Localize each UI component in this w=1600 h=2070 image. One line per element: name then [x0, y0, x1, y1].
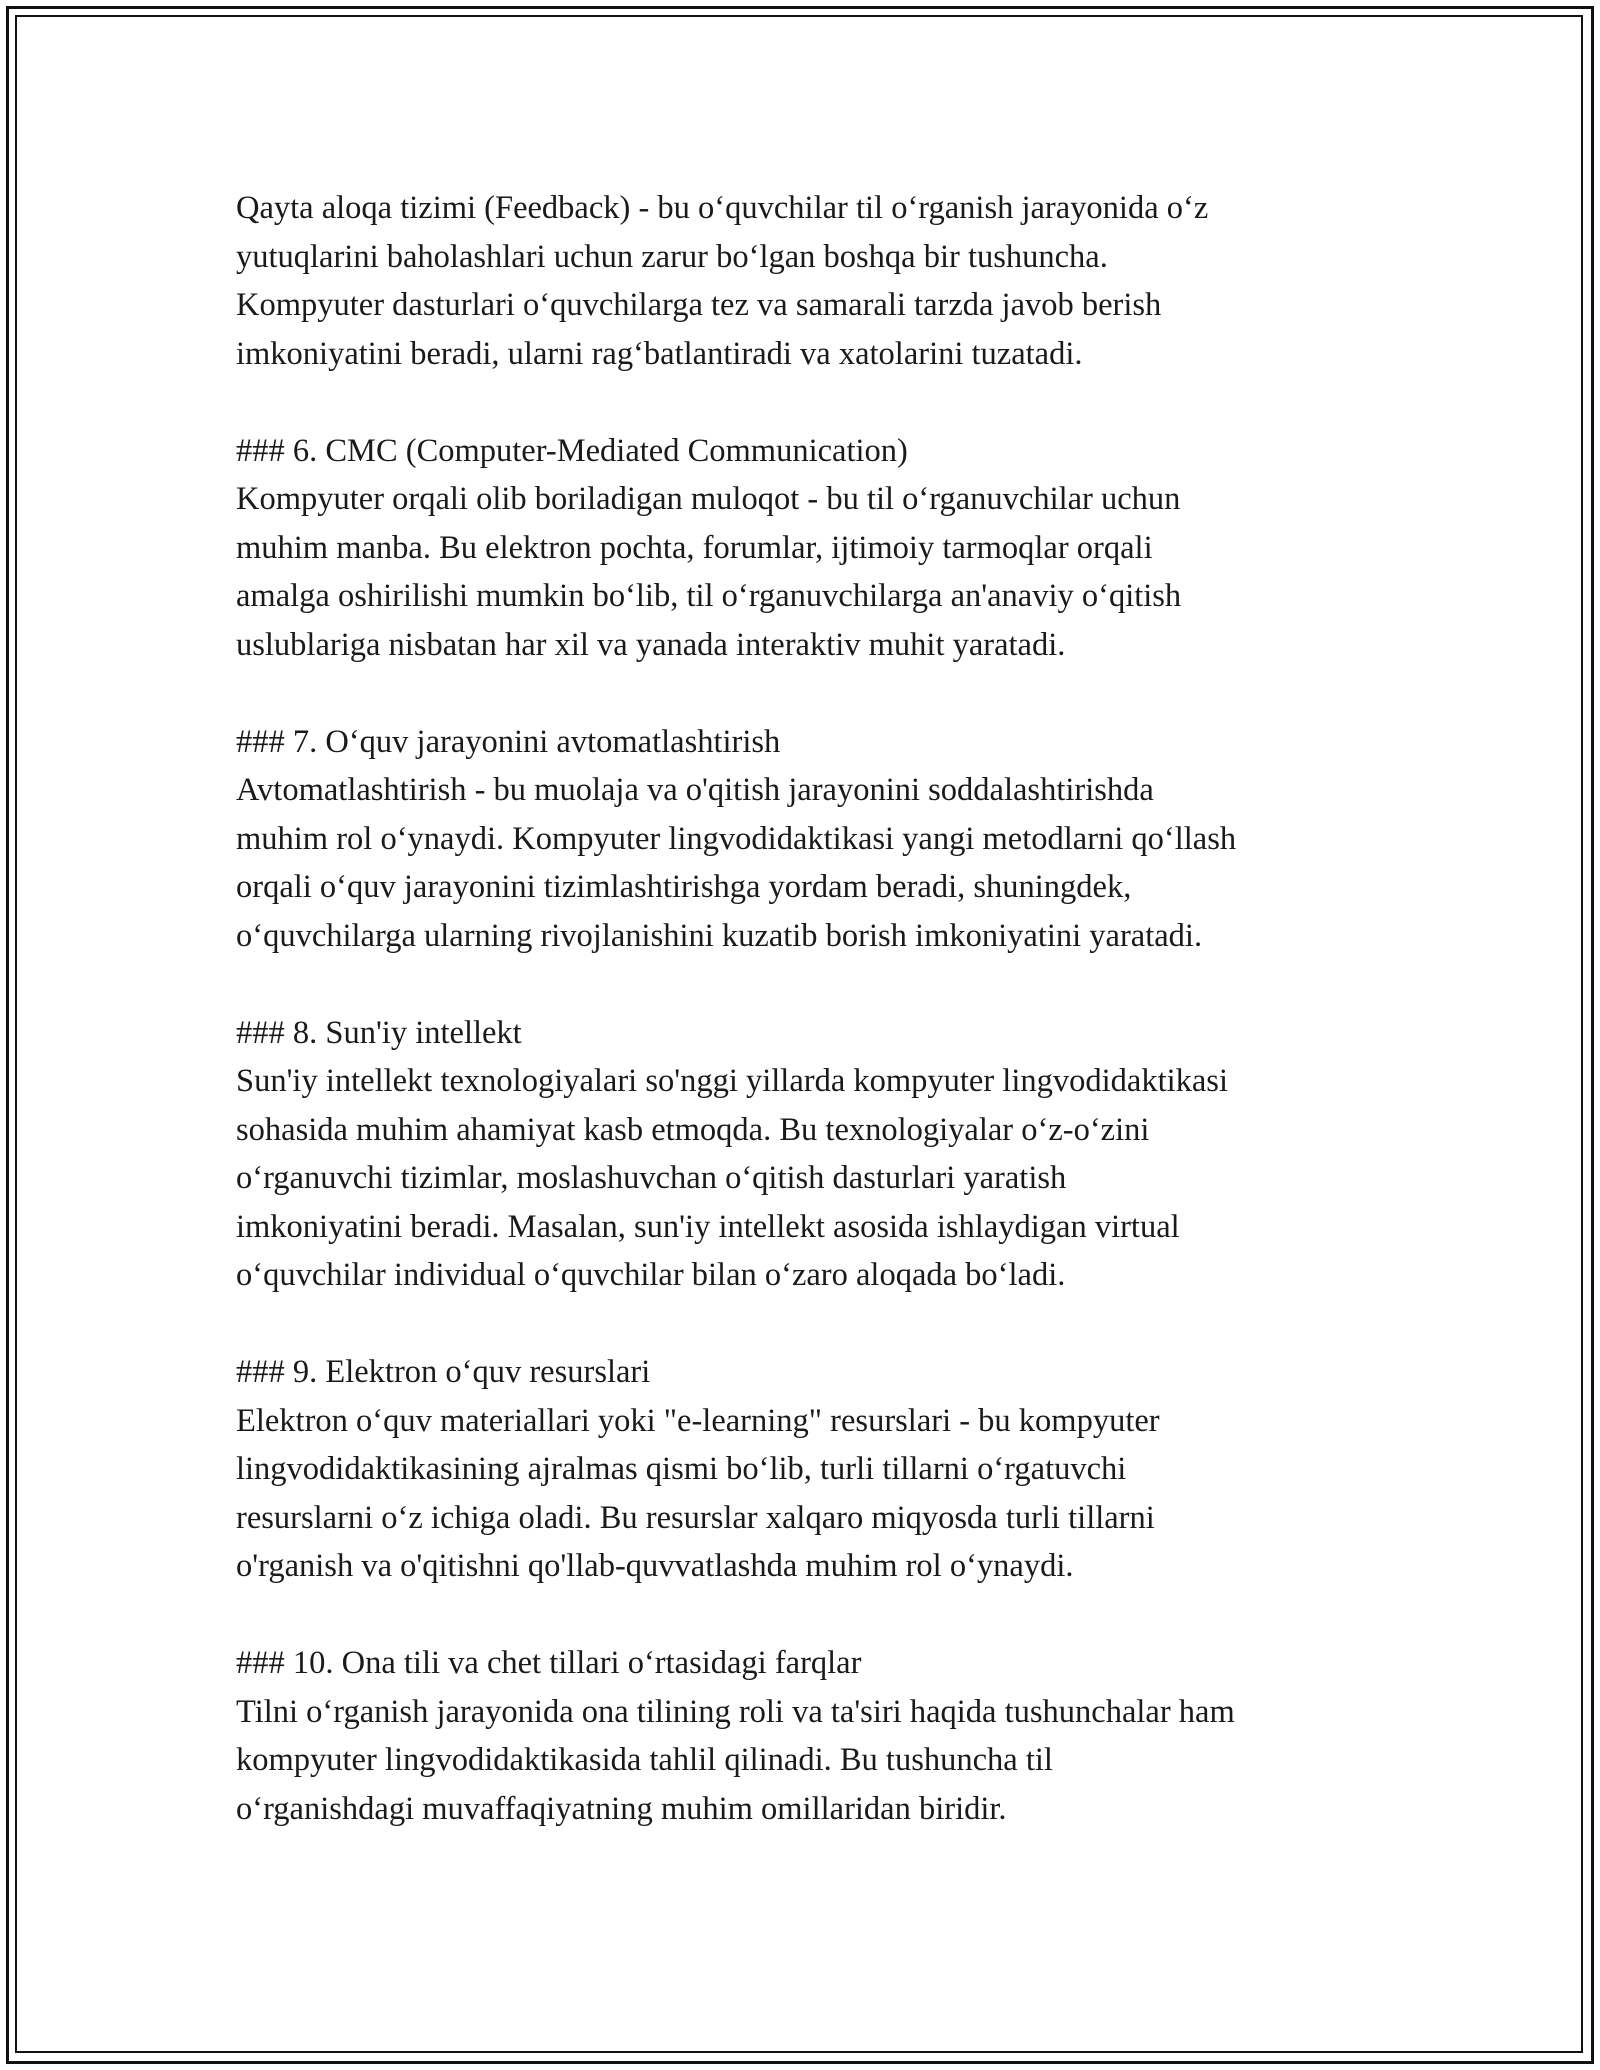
section-heading: ### 8. Sun'iy intellekt [236, 1014, 522, 1051]
section-heading: ### 10. Ona tili va chet tillari o‘rtasidagi farqlar [236, 1645, 862, 1681]
text-line: lingvodidaktikasining ajralmas qismi bo‘lib, turli tillarni o‘rgatuvchi [236, 1451, 1127, 1487]
text-line: resurslarni o‘z ichiga oladi. Bu resurslar xalqaro miqyosda turli tillarni [236, 1499, 1155, 1536]
section-heading: ### 6. CMC (Computer-Mediated Communication) [236, 432, 908, 469]
text-line: o‘rganuvchi tizimlar, moslashuvchan o‘qitish dasturlari yaratish [236, 1160, 1067, 1196]
section-7-automation [236, 718, 1426, 961]
section-heading: ### 7. O‘quv jarayonini avtomatlashtirish [236, 723, 781, 760]
text-line: uslublariga nisbatan har xil va yanada interaktiv muhit yaratadi. [236, 626, 1066, 663]
text-line: Qayta aloqa tizimi (Feedback) - bu o‘quvchilar til o‘rganish jarayonida o‘z [236, 190, 1209, 226]
text-line: Elektron o‘quv materiallari yoki "e-learning" resurslari - bu kompyuter [236, 1402, 1160, 1439]
section-heading: ### 9. Elektron o‘quv resurslari [236, 1354, 651, 1390]
text-line: kompyuter lingvodidaktikasida tahlil qilinadi. Bu tushuncha til [236, 1742, 1053, 1778]
text-line: o'rganish va o'qitishni qo'llab-quvvatlashda muhim rol o‘ynaydi. [236, 1548, 1074, 1584]
text-line: o‘quvchilarga ularning rivojlanishini kuzatib borish imkoniyatini yaratadi. [236, 917, 1203, 954]
text-line: o‘rganishdagi muvaffaqiyatning muhim omillaridan biridir. [236, 1790, 1007, 1827]
paragraph-feedback [236, 184, 1426, 378]
text-line: imkoniyatini beradi, ularni rag‘batlantiradi va xatolarini tuzatadi. [236, 335, 1083, 372]
section-8-ai [236, 1009, 1426, 1300]
text-line: Avtomatlashtirish - bu muolaja va o'qitish jarayonini soddalashtirishda [236, 772, 1154, 808]
text-line: muhim manba. Bu elektron pochta, forumlar, ijtimoiy tarmoqlar orqali [236, 529, 1153, 566]
text-line: muhim rol o‘ynaydi. Kompyuter lingvodidaktikasi yangi metodlarni qo‘llash [236, 820, 1237, 857]
text-line: imkoniyatini beradi. Masalan, sun'iy intellekt asosida ishlaydigan virtual [236, 1208, 1180, 1245]
text-line: yutuqlarini baholashlari uchun zarur bo‘lgan boshqa bir tushuncha. [236, 238, 1108, 275]
text-line: Tilni o‘rganish jarayonida ona tilining roli va ta'siri haqida tushunchalar ham [236, 1693, 1235, 1730]
text-line: Kompyuter orqali olib boriladigan muloqot - bu til o‘rganuvchilar uchun [236, 481, 1181, 517]
text-line: sohasida muhim ahamiyat kasb etmoqda. Bu texnologiyalar o‘z-o‘zini [236, 1111, 1150, 1148]
text-line: orqali o‘quv jarayonini tizimlashtirishga yordam beradi, shuningdek, [236, 869, 1132, 905]
section-6-cmc [236, 427, 1426, 670]
section-9-e-resources [236, 1348, 1426, 1591]
text-line: Sun'iy intellekt texnologiyalari so'nggi yillarda kompyuter lingvodidaktikasi [236, 1063, 1228, 1099]
text-line: Kompyuter dasturlari o‘quvchilarga tez va samarali tarzda javob berish [236, 287, 1162, 323]
text-line: o‘quvchilar individual o‘quvchilar bilan o‘zaro aloqada bo‘ladi. [236, 1257, 1066, 1293]
section-10-native-language [236, 1639, 1426, 1833]
text-line: amalga oshirilishi mumkin bo‘lib, til o‘rganuvchilarga an'anaviy o‘qitish [236, 578, 1182, 614]
document-body [236, 184, 1426, 1882]
